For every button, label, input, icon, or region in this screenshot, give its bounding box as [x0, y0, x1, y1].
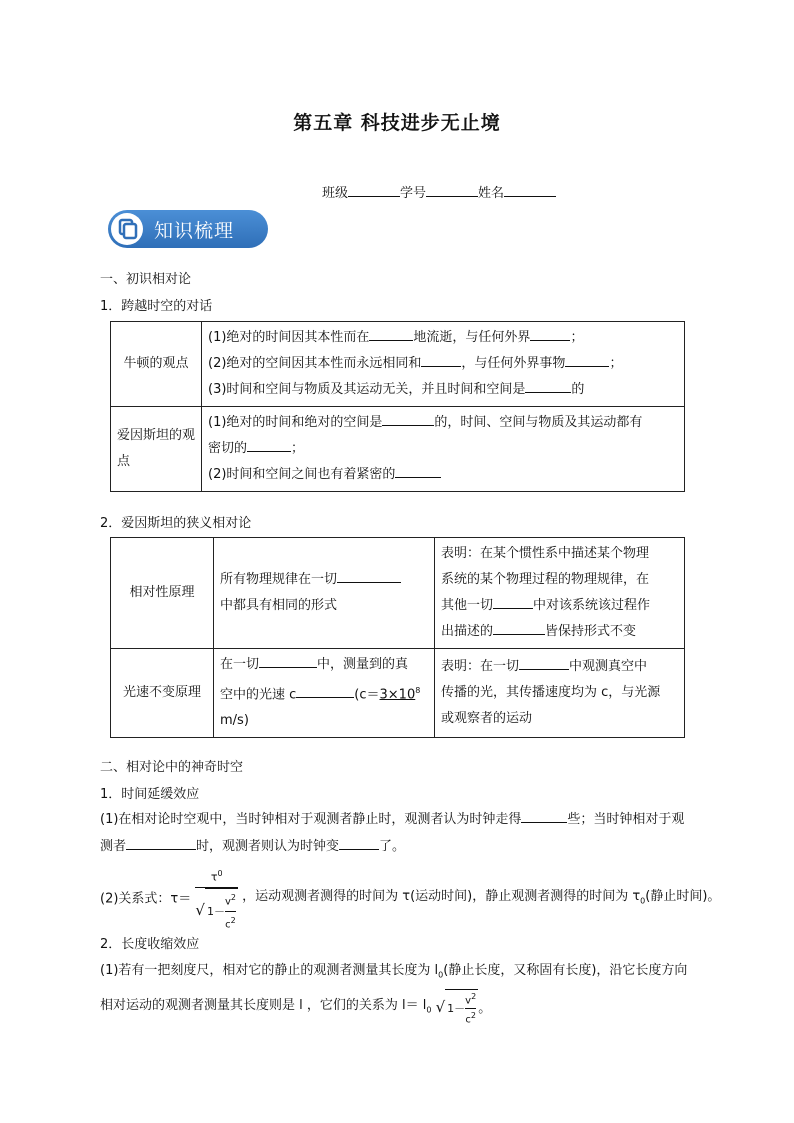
table-row [111, 407, 685, 492]
answer-blank[interactable] [519, 658, 569, 670]
answer-blank[interactable] [259, 656, 317, 668]
answer-blank[interactable] [126, 838, 196, 850]
special-relativity-table [110, 537, 685, 738]
table-cell: 表明：在一切 中观测真空中 传播的光，其传播速度均为 c，与光源 或观察者的运动 [435, 649, 685, 738]
name-label: 姓名 [478, 186, 505, 201]
time-dilation-formula: $\tau^0$ √ 1－ $\frac{v^2}{c^2}$ [195, 865, 238, 934]
section-badge [108, 210, 270, 250]
document-icon [111, 213, 143, 245]
table-cell: 在一切 中，测量到的真 空中的光速 c ($c=3\times 10^8$ m/s) [214, 649, 435, 738]
class-field[interactable] [348, 185, 400, 197]
student-info-line [322, 182, 556, 201]
newton-einstein-table [110, 321, 685, 492]
subheading-2: 2．爱因斯坦的狭义相对论 [100, 516, 252, 531]
length-contraction-paragraph: (1)若有一把刻度尺，相对它的静止的观测者测量其长度为 $l_0$(静止长度，又称固有长度)，沿它长度方向 相对运动的观测者测量其长度则是 l ，它们的关系为 $l= l_0$ √ 1－ $\frac{v^2}{c^2}$ 。 [100, 963, 688, 1026]
answer-blank[interactable] [395, 466, 441, 478]
page-title: 第五章 科技进步无止境 [293, 112, 501, 134]
subheading-4: 2．长度收缩效应 [100, 937, 200, 952]
section-heading-1: 一、初识相对论 [100, 272, 192, 287]
name-field[interactable] [504, 185, 556, 197]
answer-blank[interactable] [369, 329, 413, 341]
table-cell: 牛顿的观点 [111, 322, 202, 407]
answer-blank[interactable] [421, 355, 461, 367]
table-cell: (1)绝对的时间和绝对的空间是 的，时间、空间与物质及其运动都有 密切的 ； (2)时间和空间之间也有着紧密的 [202, 407, 685, 492]
table-cell: 光速不变原理 [111, 649, 214, 738]
table-row [111, 538, 685, 649]
answer-blank[interactable] [521, 811, 567, 823]
answer-blank[interactable] [525, 381, 571, 393]
answer-blank[interactable] [493, 623, 545, 635]
table-cell: (1)绝对的时间因其本性而在 地流逝，与任何外界 ； (2)绝对的空间因其本性而永远相同和 ，与任何外界事物 ； (3)时间和空间与物质及其运动无关，并且时间和空间是 的 [202, 322, 685, 407]
badge-label: 知识梳理 [154, 220, 235, 242]
subheading-3: 1．时间延缓效应 [100, 787, 200, 802]
table-row [111, 322, 685, 407]
answer-blank[interactable] [296, 686, 354, 698]
answer-blank[interactable] [565, 355, 609, 367]
class-label: 班级 [322, 186, 349, 201]
number-label: 学号 [400, 186, 427, 201]
answer-blank[interactable] [247, 440, 291, 452]
answer-blank[interactable] [530, 329, 570, 341]
answer-blank[interactable] [382, 414, 434, 426]
table-cell: 表明：在某个惯性系中描述某个物理 系统的某个物理过程的物理规律，在 其他一切 中对该系统该过程作 出描述的 皆保持形式不变 [435, 538, 685, 649]
table-cell: 爱因斯坦的观点 [111, 407, 202, 492]
table-cell: 相对性原理 [111, 538, 214, 649]
answer-blank[interactable] [339, 838, 379, 850]
answer-blank[interactable] [337, 571, 401, 583]
speed-of-light-value: 3×10 [379, 687, 416, 703]
subheading-1: 1．跨越时空的对话 [100, 299, 213, 314]
time-dilation-formula-paragraph: (2)关系式：τ＝ $\tau^0$ √ 1－ $\frac{v^2}{c^2}$ ，运动观测者测得的时间为 τ(运动时间)，静止观测者测得的时间为 $\tau_0$(静止时间)。 [100, 865, 740, 934]
answer-blank[interactable] [493, 597, 533, 609]
table-cell: 所有物理规律在一切 中都具有相同的形式 [214, 538, 435, 649]
table-row [111, 649, 685, 738]
time-dilation-paragraph-1: (1)在相对论时空观中，当时钟相对于观测者静止时，观测者认为时钟走得 些；当时钟相对于观 测者 时，观测者则认为时钟变 了。 [100, 812, 685, 854]
length-contraction-formula: √ 1－ $\frac{v^2}{c^2}$ [436, 989, 479, 1028]
number-field[interactable] [426, 185, 478, 197]
section-heading-2: 二、相对论中的神奇时空 [100, 760, 244, 775]
